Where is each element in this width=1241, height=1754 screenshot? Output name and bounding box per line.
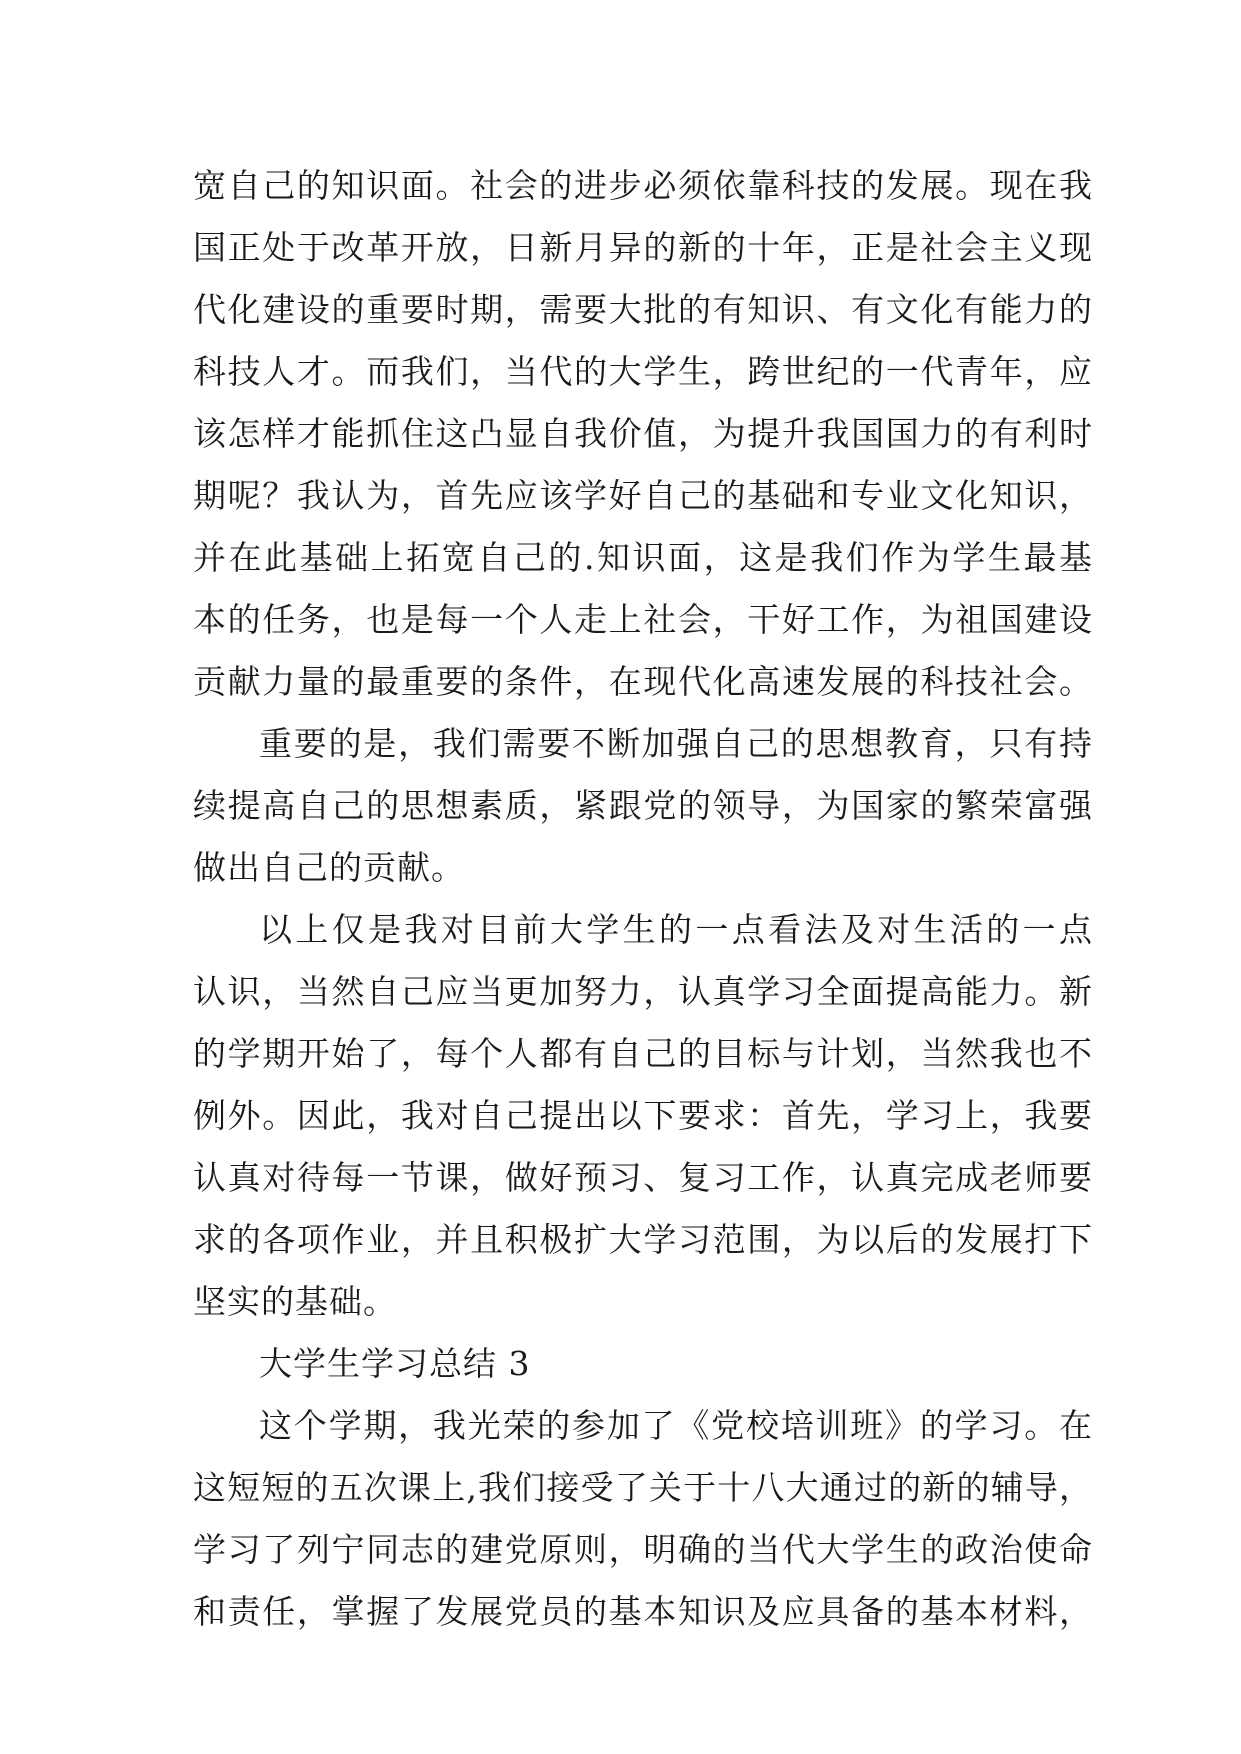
text-line: 认真对待每一节课，做好预习、复习工作，认真完成老师要 (193, 1158, 1093, 1197)
text-line: 续提高自己的思想素质，紧跟党的领导，为国家的繁荣富强 (193, 786, 1093, 825)
paragraph (193, 1395, 1093, 1643)
document-body (193, 155, 1093, 1643)
text-line: 和责任，掌握了发展党员的基本知识及应具备的基本材料， (193, 1592, 1093, 1631)
text-line: 求的各项作业，并且积极扩大学习范围，为以后的发展打下 (193, 1220, 1093, 1259)
text-line: 该怎样才能抓住这凸显自我价值，为提升我国国力的有利时 (193, 414, 1093, 453)
text-line: 这个学期，我光荣的参加了《党校培训班》的学习。在 (259, 1406, 1093, 1445)
section-heading (193, 1333, 1093, 1395)
paragraph (193, 899, 1093, 1333)
text-line: 学习了列宁同志的建党原则，明确的当代大学生的政治使命 (193, 1530, 1093, 1569)
paragraph (193, 155, 1093, 713)
text-line: 坚实的基础。 (193, 1282, 397, 1321)
text-line: 认识，当然自己应当更加努力，认真学习全面提高能力。新 (193, 972, 1093, 1011)
heading-line: 大学生学习总结 3 (259, 1344, 531, 1383)
text-line: 做出自己的贡献。 (193, 848, 465, 887)
text-line: 例外。因此，我对自己提出以下要求：首先，学习上，我要 (193, 1096, 1093, 1135)
text-line: 重要的是，我们需要不断加强自己的思想教育，只有持 (259, 724, 1093, 763)
text-line: 代化建设的重要时期，需要大批的有知识、有文化有能力的 (193, 290, 1093, 329)
text-line: 以上仅是我对目前大学生的一点看法及对生活的一点 (259, 910, 1093, 949)
text-line: 并在此基础上拓宽自己的.知识面，这是我们作为学生最基 (193, 538, 1093, 577)
text-line: 贡献力量的最重要的条件，在现代化高速发展的科技社会。 (193, 662, 1093, 701)
text-line: 的学期开始了，每个人都有自己的目标与计划，当然我也不 (193, 1034, 1093, 1073)
text-line: 期呢？我认为，首先应该学好自己的基础和专业文化知识， (193, 476, 1093, 515)
text-line: 国正处于改革开放，日新月异的新的十年，正是社会主义现 (193, 228, 1093, 267)
text-line: 这短短的五次课上,我们接受了关于十八大通过的新的辅导， (193, 1468, 1093, 1507)
text-line: 本的任务，也是每一个人走上社会，干好工作，为祖国建设 (193, 600, 1093, 639)
text-line: 宽自己的知识面。社会的进步必须依靠科技的发展。现在我 (193, 166, 1093, 205)
text-line: 科技人才。而我们，当代的大学生，跨世纪的一代青年，应 (193, 352, 1093, 391)
paragraph (193, 713, 1093, 899)
